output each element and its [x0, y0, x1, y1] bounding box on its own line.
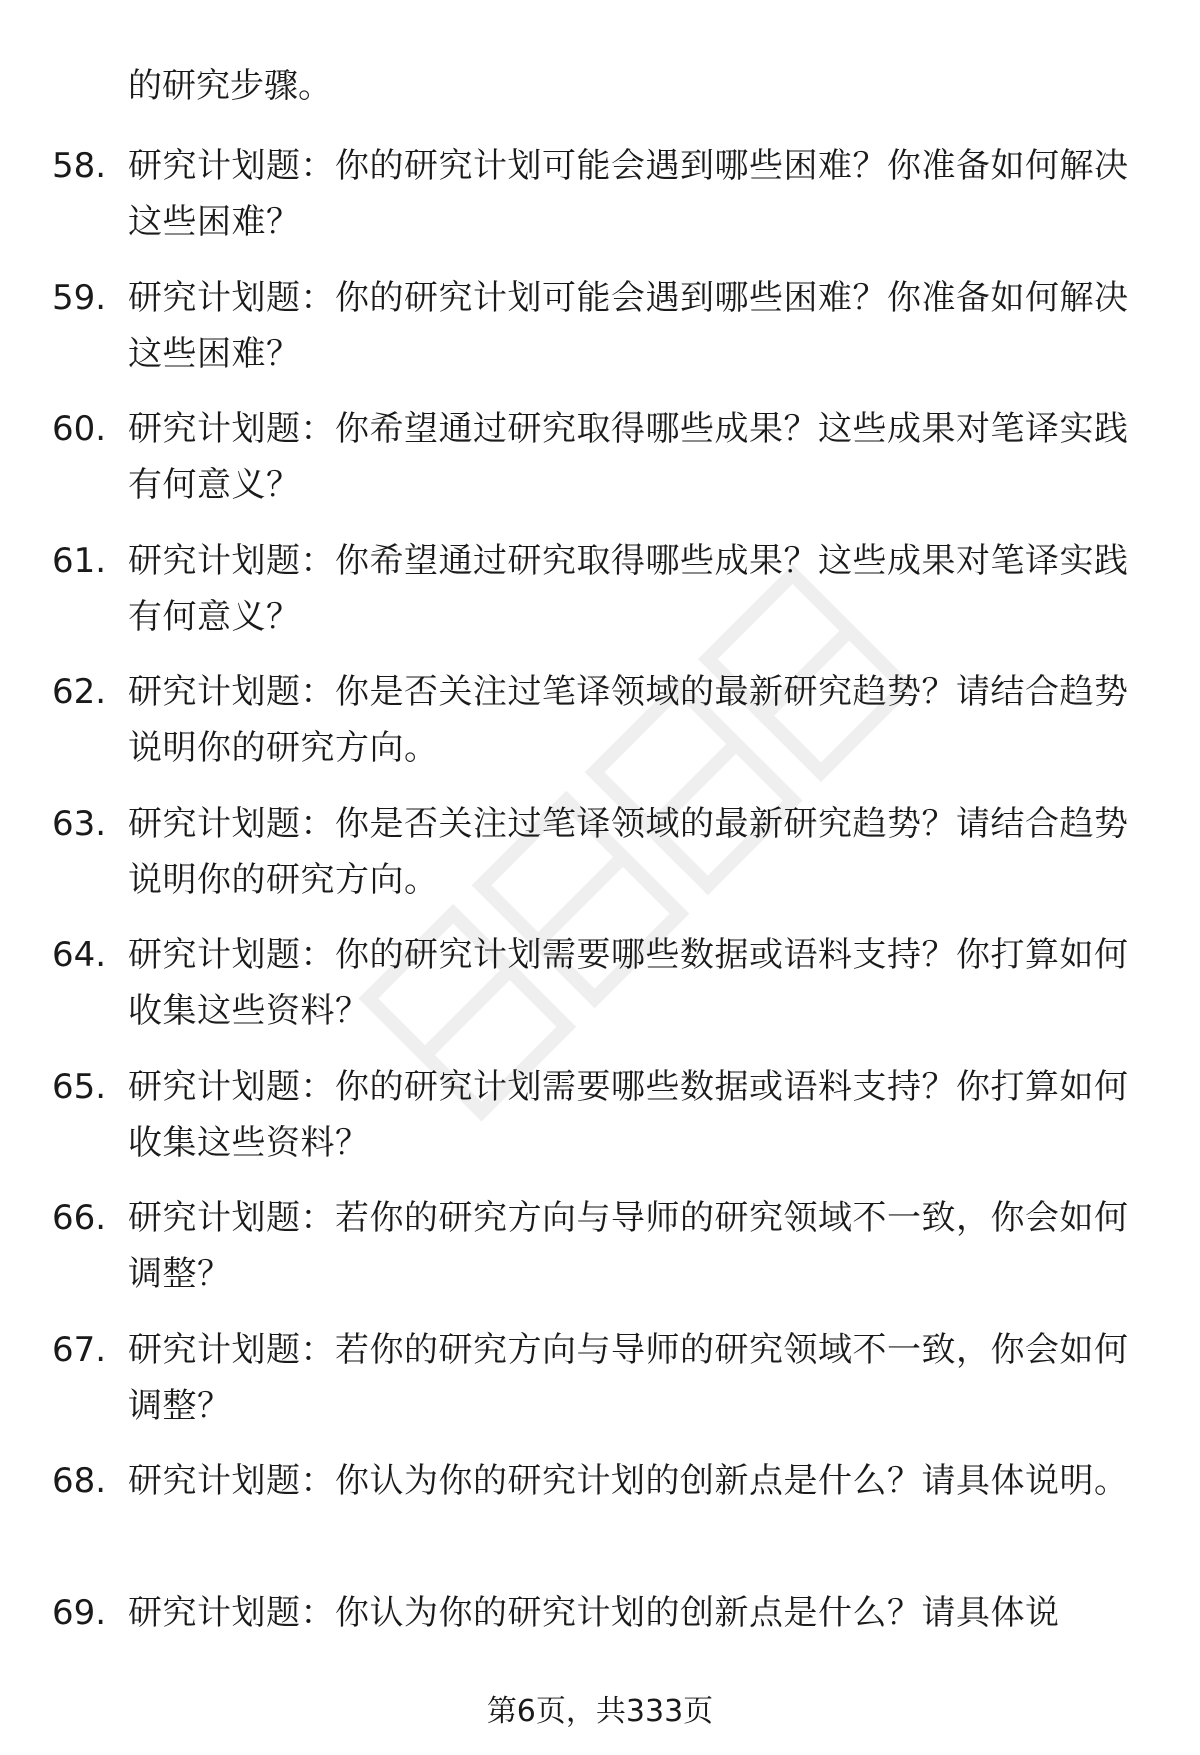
item-text: 研究计划题：你认为你的研究计划的创新点是什么？请具体说明。 — [128, 1461, 1129, 1501]
item-number: 58. — [52, 146, 107, 186]
item-text: 研究计划题：你是否关注过笔译领域的最新研究趋势？请结合趋势说明你的研究方向。 — [128, 672, 1129, 768]
item-text: 研究计划题：你的研究计划需要哪些数据或语料支持？你打算如何收集这些资料？ — [128, 935, 1129, 1031]
list-item — [0, 1322, 1200, 1454]
list-item — [0, 1190, 1200, 1322]
item-number: 63. — [52, 803, 107, 844]
item-number: 60. — [52, 409, 107, 449]
item-number: 64. — [52, 935, 107, 975]
list-item — [0, 796, 1200, 928]
item-number: 68. — [52, 1461, 107, 1501]
list-item — [0, 138, 1200, 270]
item-text: 研究计划题：你的研究计划需要哪些数据或语料支持？你打算如何收集这些资料？ — [128, 1066, 1129, 1163]
item-number: 61. — [52, 540, 107, 581]
item-text: 研究计划题：你希望通过研究取得哪些成果？这些成果对笔译实践有何意义？ — [128, 540, 1129, 637]
item-number: 69. — [52, 1592, 107, 1633]
list-item — [0, 664, 1200, 796]
list-item — [0, 1453, 1200, 1585]
item-text: 研究计划题：你认为你的研究计划的创新点是什么？请具体说 — [128, 1592, 1060, 1633]
item-text: 研究计划题：你的研究计划可能会遇到哪些困难？你准备如何解决这些困难？ — [128, 277, 1129, 374]
item-text: 研究计划题：你的研究计划可能会遇到哪些困难？你准备如何解决这些困难？ — [128, 146, 1129, 242]
list-item — [0, 270, 1200, 402]
list-item — [0, 533, 1200, 665]
item-text: 研究计划题：若你的研究方向与导师的研究领域不一致，你会如何调整？ — [128, 1198, 1129, 1294]
item-text: 研究计划题：若你的研究方向与导师的研究领域不一致，你会如何调整？ — [128, 1329, 1129, 1426]
page-footer: 第6页，共333页 — [486, 1694, 714, 1729]
item-text: 研究计划题：你是否关注过笔译领域的最新研究趋势？请结合趋势说明你的研究方向。 — [128, 803, 1129, 900]
item-text: 研究计划题：你希望通过研究取得哪些成果？这些成果对笔译实践有何意义？ — [128, 409, 1129, 505]
item-number: 62. — [52, 672, 107, 712]
item-number: 67. — [52, 1329, 107, 1370]
list-item — [0, 1059, 1200, 1191]
question-list — [0, 138, 1200, 1716]
continued-text-line: 的研究步骤。 — [128, 66, 332, 106]
list-item — [0, 927, 1200, 1059]
item-number: 65. — [52, 1066, 107, 1107]
item-number: 66. — [52, 1198, 107, 1238]
list-item — [0, 401, 1200, 533]
item-number: 59. — [52, 277, 107, 318]
